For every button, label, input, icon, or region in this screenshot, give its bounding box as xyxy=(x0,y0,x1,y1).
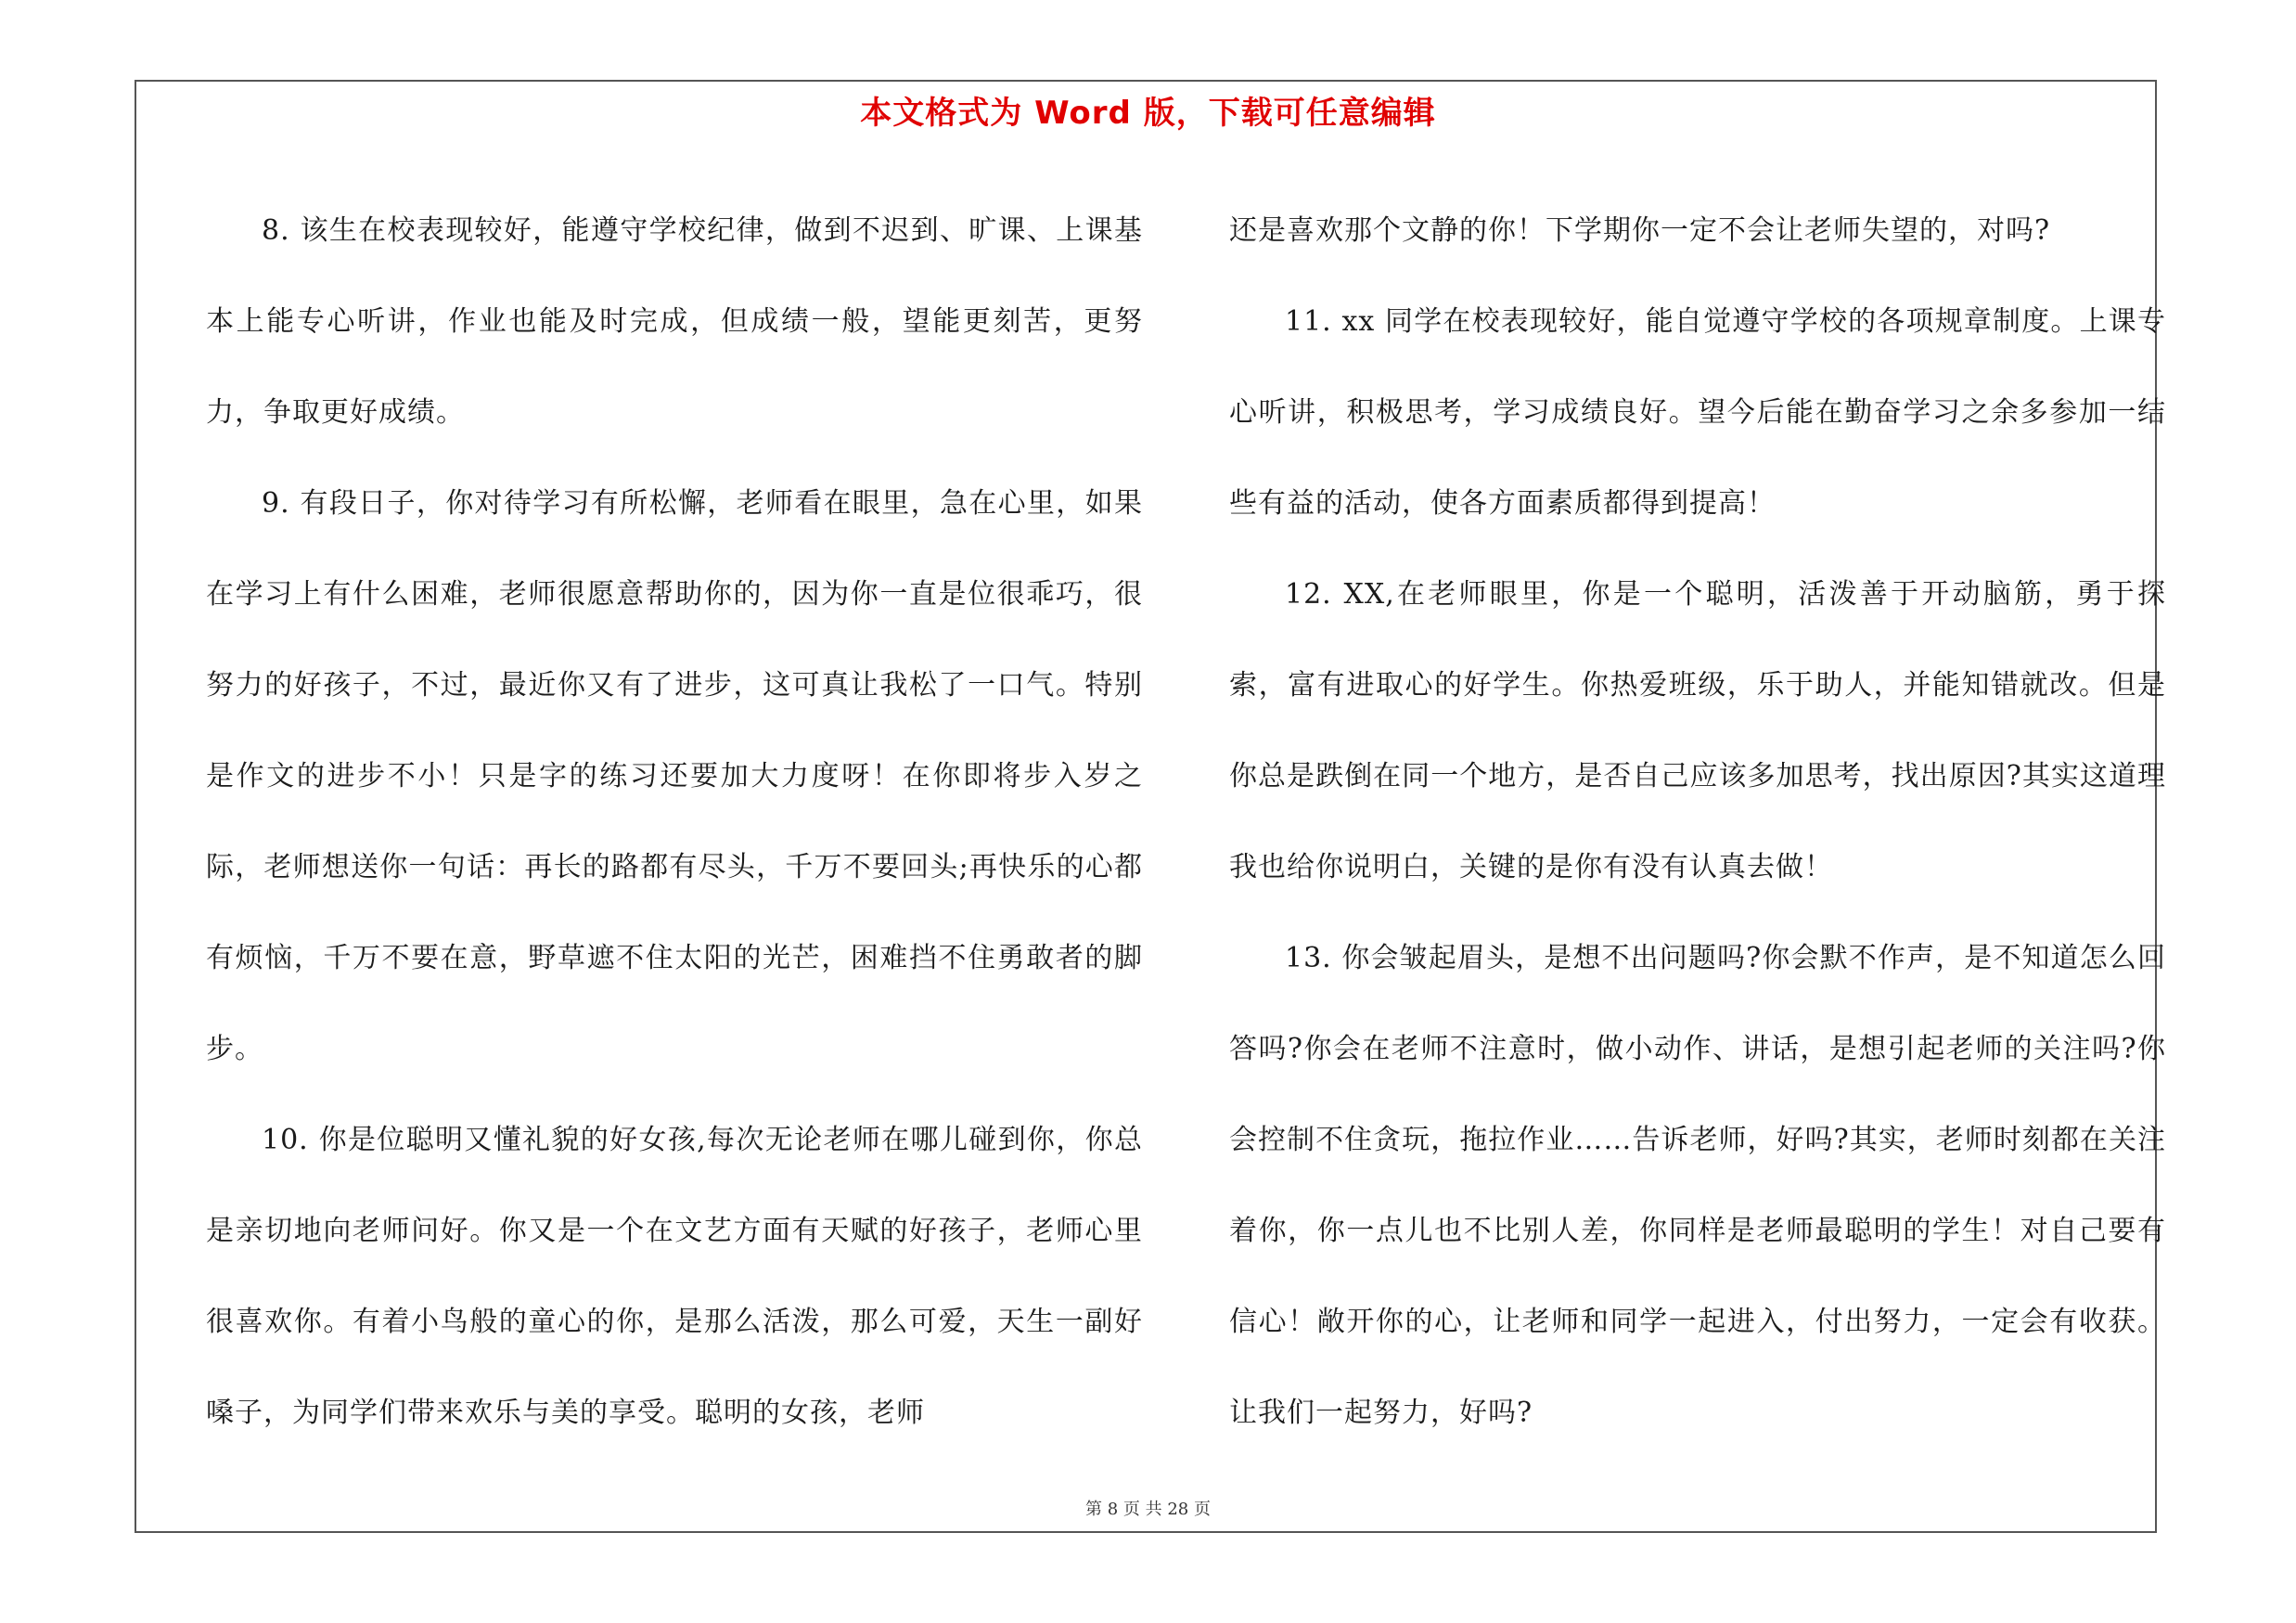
header-banner: 本文格式为 Word 版，下载可任意编辑 xyxy=(860,95,1436,132)
left-column xyxy=(206,186,1143,1459)
paragraph-8: 8. 该生在校表现较好，能遵守学校纪律，做到不迟到、旷课、上课基本上能专心听讲，作业也能及时完成，但成绩一般，望能更刻苦，更努力，争取更好成绩。 xyxy=(206,214,1143,429)
paragraph-11: 11. xx 同学在校表现较好，能自觉遵守学校的各项规章制度。上课专心听讲，积极思考，学习成绩良好。望今后能在勤奋学习之余多参加一结些有益的活动，使各方面素质都得到提高！ xyxy=(1229,305,2166,520)
paragraph-12: 12. XX,在老师眼里，你是一个聪明，活泼善于开动脑筋，勇于探索，富有进取心的好学生。你热爱班级，乐于助人，并能知错就改。但是你总是跌倒在同一个地方，是否自己应该多加思考，找出原因?其实这道理我也给你说明白，关键的是你有没有认真去做！ xyxy=(1229,578,2166,883)
paragraph-10-continued: 还是喜欢那个文静的你！下学期你一定不会让老师失望的，对吗? xyxy=(1229,214,2051,247)
right-column xyxy=(1229,186,2166,1459)
paragraph-9: 9. 有段日子，你对待学习有所松懈，老师看在眼里，急在心里，如果在学习上有什么困难，老师很愿意帮助你的，因为你一直是位很乖巧，很努力的好孩子，不过，最近你又有了进步，这可真让我松了一口气。特别是作文的进步不小！只是字的练习还要加大力度呀！在你即将步入岁之际，老师想送你一句话：再长的路都有尽头，千万不要回头;再快乐的心都有烦恼，千万不要在意，野草遮不住太阳的光芒，困难挡不住勇敢者的脚步。 xyxy=(206,487,1143,1065)
paragraph-13: 13. 你会皱起眉头，是想不出问题吗?你会默不作声，是不知道怎么回答吗?你会在老师不注意时，做小动作、讲话，是想引起老师的关注吗?你会控制不住贪玩，拖拉作业……告诉老师，好吗?其实，老师时刻都在关注着你，你一点儿也不比别人差，你同样是老师最聪明的学生！对自己要有信心！敞开你的心，让老师和同学一起进入，付出努力，一定会有收获。让我们一起努力，好吗? xyxy=(1229,942,2166,1429)
page-number: 第 8 页 共 28 页 xyxy=(1085,1500,1211,1519)
paragraph-10: 10. 你是位聪明又懂礼貌的好女孩,每次无论老师在哪儿碰到你，你总是亲切地向老师问好。你又是一个在文艺方面有天赋的好孩子，老师心里很喜欢你。有着小鸟般的童心的你，是那么活泼，那么可爱，天生一副好嗓子，为同学们带来欢乐与美的享受。聪明的女孩，老师 xyxy=(206,1124,1143,1429)
